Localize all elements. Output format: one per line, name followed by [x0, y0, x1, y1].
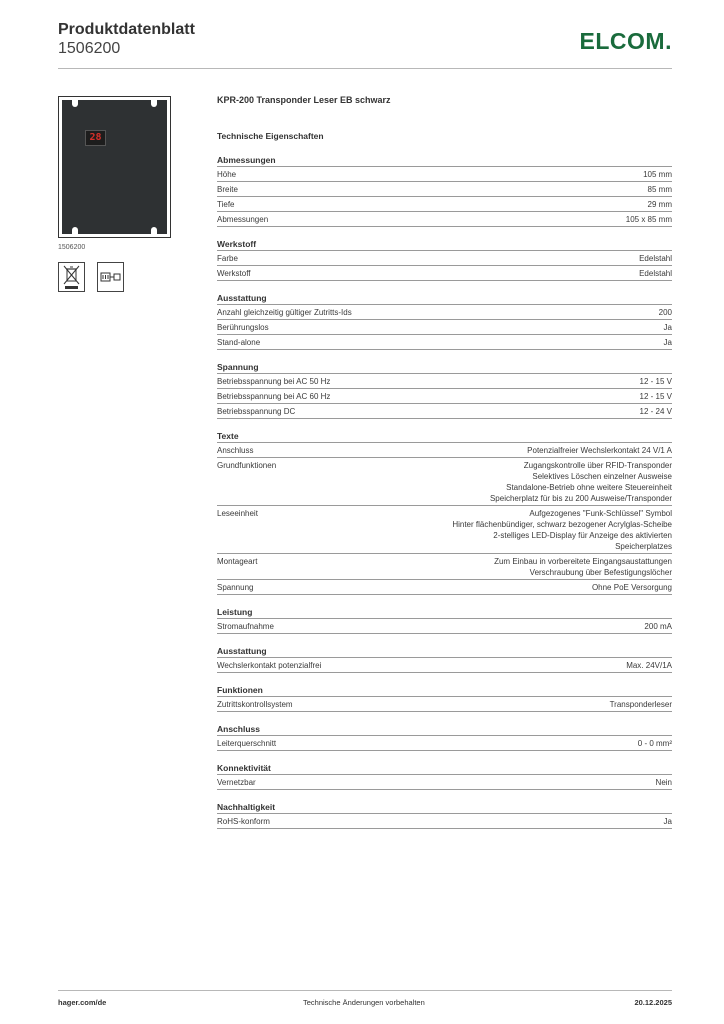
spec-row — [217, 775, 672, 790]
spec-value: 200 mA — [644, 622, 672, 631]
footer-website: hager.com/de — [58, 998, 107, 1007]
spec-row — [217, 554, 672, 580]
spec-row — [217, 697, 672, 712]
mount-notch — [151, 97, 157, 107]
spec-row — [217, 658, 672, 673]
spec-label: Stand-alone — [217, 338, 261, 347]
image-caption: 1506200 — [58, 244, 86, 251]
spec-row — [217, 320, 672, 335]
spec-section — [217, 645, 672, 673]
spec-section — [217, 361, 672, 419]
brand-logo: ELCOM. — [579, 28, 672, 54]
spec-label: Betriebsspannung bei AC 50 Hz — [217, 377, 331, 386]
spec-value: Edelstahl — [639, 269, 672, 278]
spec-label: Betriebsspannung DC — [217, 407, 296, 416]
spec-label: Farbe — [217, 254, 238, 263]
spec-row — [217, 443, 672, 458]
spec-value: Transponderleser — [609, 700, 672, 709]
spec-row — [217, 197, 672, 212]
spec-label: Vernetzbar — [217, 778, 256, 787]
spec-label: Abmessungen — [217, 215, 269, 224]
spec-label: Wechslerkontakt potenzialfrei — [217, 661, 322, 670]
spec-label: Montageart — [217, 557, 258, 566]
spec-sections — [217, 154, 672, 829]
spec-value: Ja — [663, 323, 672, 332]
spec-row — [217, 266, 672, 281]
spec-label: Spannung — [217, 583, 254, 592]
spec-value: Ja — [663, 338, 672, 347]
spec-row — [217, 212, 672, 227]
spec-value: Ja — [663, 817, 672, 826]
section-title: Leistung — [217, 606, 672, 619]
spec-section — [217, 606, 672, 634]
spec-section — [217, 430, 672, 595]
section-title: Spannung — [217, 361, 672, 374]
spec-label: Werkstoff — [217, 269, 251, 278]
footer-disclaimer: Technische Änderungen vorbehalten — [303, 998, 425, 1007]
spec-value: Edelstahl — [639, 254, 672, 263]
tech-heading: Technische Eigenschaften — [217, 131, 324, 141]
spec-section — [217, 723, 672, 751]
section-title: Abmessungen — [217, 154, 672, 167]
spec-section — [217, 292, 672, 350]
spec-section — [217, 238, 672, 281]
section-title: Werkstoff — [217, 238, 672, 251]
spec-value: Potenzialfreier Wechslerkontakt 24 V/1 A — [527, 446, 672, 455]
spec-row — [217, 305, 672, 320]
spec-row — [217, 580, 672, 595]
spec-value: Ohne PoE Versorgung — [591, 583, 672, 592]
spec-value: 12 - 15 V — [639, 377, 672, 386]
spec-value: 0 - 0 mm² — [637, 739, 672, 748]
spec-label: RoHS-konform — [217, 817, 270, 826]
spec-section — [217, 801, 672, 829]
article-number: 1506200 — [58, 40, 121, 57]
footer-divider — [58, 990, 672, 991]
spec-row — [217, 251, 672, 266]
spec-value: 105 x 85 mm — [625, 215, 672, 224]
weee-bin-icon — [58, 262, 85, 292]
led-display: 28 — [85, 130, 106, 146]
section-title: Texte — [217, 430, 672, 443]
spec-row — [217, 736, 672, 751]
spec-label: Betriebsspannung bei AC 60 Hz — [217, 392, 331, 401]
spec-label: Grundfunktionen — [217, 461, 277, 470]
section-title: Ausstattung — [217, 292, 672, 305]
spec-row — [217, 458, 672, 506]
section-title: Anschluss — [217, 723, 672, 736]
spec-label: Stromaufnahme — [217, 622, 274, 631]
spec-label: Tiefe — [217, 200, 235, 209]
spec-value: 12 - 15 V — [639, 392, 672, 401]
spec-value: 85 mm — [647, 185, 672, 194]
spec-label: Höhe — [217, 170, 237, 179]
spec-value: 29 mm — [647, 200, 672, 209]
mount-notch — [72, 97, 78, 107]
section-title: Ausstattung — [217, 645, 672, 658]
spec-row — [217, 619, 672, 634]
spec-label: Breite — [217, 185, 238, 194]
spec-value: Zum Einbau in vorbereitete Eingangsaustattungen Verschraubung über Befestigungslöcher — [494, 557, 672, 577]
page-title: Produktdatenblatt — [58, 21, 195, 38]
product-plate — [62, 100, 167, 234]
spec-label: Leseeinheit — [217, 509, 258, 518]
spec-value: 12 - 24 V — [639, 407, 672, 416]
spec-row — [217, 814, 672, 829]
terminal-connector-icon — [97, 262, 124, 292]
spec-row — [217, 182, 672, 197]
spec-row — [217, 335, 672, 350]
mount-notch — [151, 227, 157, 237]
spec-section — [217, 684, 672, 712]
spec-label: Anzahl gleichzeitig gültiger Zutritts-Ids — [217, 308, 352, 317]
spec-section — [217, 154, 672, 227]
spec-row — [217, 506, 672, 554]
section-title: Konnektivität — [217, 762, 672, 775]
spec-section — [217, 762, 672, 790]
section-title: Nachhaltigkeit — [217, 801, 672, 814]
header-divider — [58, 68, 672, 69]
spec-row — [217, 389, 672, 404]
spec-value: 105 mm — [643, 170, 672, 179]
page-header — [58, 20, 672, 70]
spec-row — [217, 404, 672, 419]
spec-value: Nein — [655, 778, 672, 787]
mount-notch — [72, 227, 78, 237]
spec-row — [217, 374, 672, 389]
spec-label: Leiterquerschnitt — [217, 739, 277, 748]
product-name: KPR-200 Transponder Leser EB schwarz — [217, 95, 391, 105]
section-title: Funktionen — [217, 684, 672, 697]
spec-row — [217, 167, 672, 182]
product-image — [58, 96, 171, 238]
product-content — [217, 95, 672, 829]
footer-date: 20.12.2025 — [634, 998, 672, 1007]
spec-value: Zugangskontrolle über RFID-Transponder Selektives Löschen einzelner Ausweise Standalone-Betrieb ohne weitere Steuereinheit Speicherplatz für bis zu 200 Ausweise/Transponder — [489, 461, 672, 503]
spec-label: Zutrittskontrollsystem — [217, 700, 293, 709]
spec-value: Max. 24V/1A — [626, 661, 672, 670]
spec-value: 200 — [658, 308, 672, 317]
spec-value: Aufgezogenes "Funk-Schlüssel" Symbol Hinter flächenbündiger, schwarz bezogener Acrylglas-Scheibe 2-stelliges LED-Display für Anzeige des aktivierten Speicherplatzes — [452, 509, 672, 551]
spec-label: Anschluss — [217, 446, 254, 455]
spec-label: Berührungslos — [217, 323, 269, 332]
